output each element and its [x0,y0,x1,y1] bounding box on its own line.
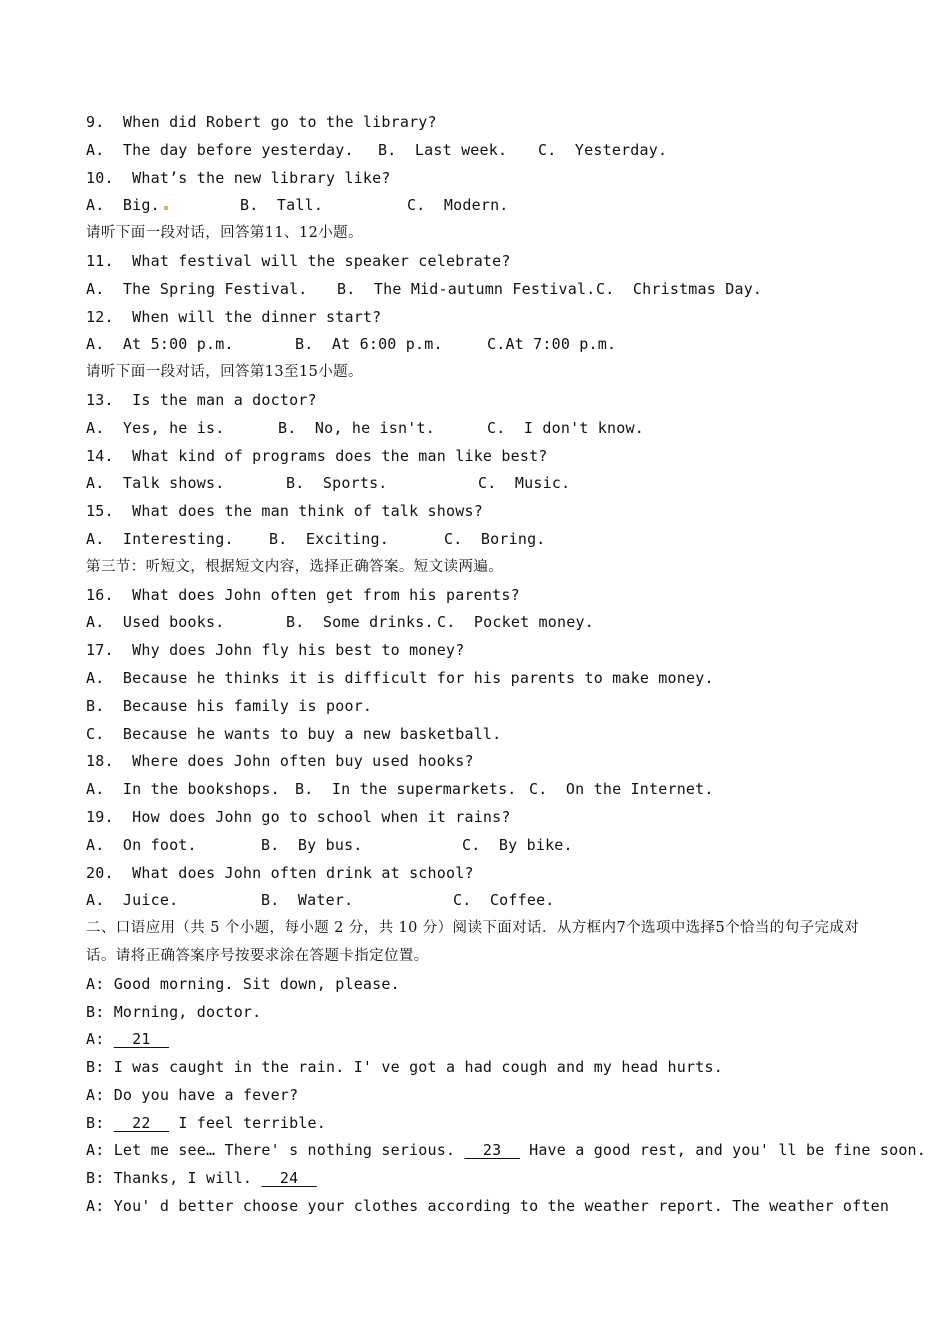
dialogue-text: I feel terrible. [169,1113,327,1132]
question [86,304,866,360]
speaker-label: A: [86,1030,114,1049]
options-row [86,832,866,860]
questions-part4 [86,748,866,915]
option-a: A. Juice. [86,891,179,910]
question [86,387,866,443]
dialogue-text: Have a good rest, and you' ll be fine soon. [519,1141,927,1160]
option-c: C. Modern. [407,196,509,215]
option-c: C. Pocket money. [437,613,594,632]
blank-21[interactable]: 21 [113,1030,170,1049]
dialogue-text: A: Let me see… There' s nothing serious. [86,1141,465,1160]
option-c: C.At 7:00 p.m. [487,335,617,354]
option-b: B. Tall. [240,196,324,215]
dialogue-line: A: Do you have a fever? [86,1085,299,1104]
question-text: 14. What kind of programs does the man like best? [86,446,548,465]
question-text: 12. When will the dinner start? [86,307,382,326]
option-b: B. Water. [261,891,354,910]
option-c: C. I don't know. [487,418,644,437]
dialogue-line [86,1110,866,1138]
question [86,498,866,554]
page-content [86,109,927,1221]
question-text: 13. Is the man a doctor? [86,390,317,409]
question-text: 11. What festival will the speaker celebrate? [86,251,511,270]
dialogue [86,971,927,1221]
question-text: 19. How does John go to school when it rains? [86,807,511,826]
option-a: A. Interesting. [86,529,234,548]
question-17 [86,637,866,748]
options-row [86,776,866,804]
option-b: B. Exciting. [269,529,389,548]
options-row [86,331,866,359]
option-c: C. Yesterday. [538,140,668,159]
option-c: C. On the Internet. [529,780,714,799]
dialogue-line: A: You' d better choose your clothes according to the weather report. The weather often [86,1197,890,1216]
option-b: B. Because his family is poor. [86,696,373,715]
option-c: C. Coffee. [453,891,555,910]
dialogue-line: A: Good morning. Sit down, please. [86,974,400,993]
dialogue-line [86,1137,927,1165]
instruction-2: 请听下面一段对话，回答第13至15小题。 [86,364,363,381]
options-row [86,526,866,554]
speaker-label: B: [86,1113,114,1132]
question [86,443,866,499]
dialogue-line [86,1026,866,1054]
option-a: A. Yes, he is. [86,418,225,437]
question-16 [86,582,866,638]
option-b: B. The Mid-autumn Festival. [337,279,596,298]
question-text: 15. What does the man think of talk shows? [86,502,483,521]
question [86,748,866,804]
options-row [86,470,866,498]
option-b: B. No, he isn't. [278,418,435,437]
option-b: B. At 6:00 p.m. [295,335,443,354]
questions-part3 [86,387,866,554]
question [86,804,866,860]
blank-24[interactable]: 24 [261,1169,317,1188]
options-row [86,887,866,915]
question [86,248,866,304]
instruction-1: 请听下面一段对话，回答第11、12小题。 [86,225,363,242]
question-text: 10. What’s the new library like? [86,168,391,187]
options-row [86,137,866,165]
question [86,109,866,165]
option-a: A. Big. [86,196,160,215]
option-b: B. Some drinks. [286,613,434,632]
option-c: C. Boring. [444,529,546,548]
option-c: C. Music. [478,474,571,493]
question-text: 20. What does John often drink at school? [86,863,474,882]
option-a: A. Used books. [86,613,225,632]
options-row [86,192,866,220]
option-a: A. Because he thinks it is difficult for his parents to make money. [86,668,714,687]
section3-heading: 第三节：听短文，根据短文内容，选择正确答案。短文读两遍。 [86,558,504,575]
option-b: B. Last week. [378,140,508,159]
options-row [86,609,866,637]
question [86,582,866,638]
dialogue-text: B: Thanks, I will. [86,1169,262,1188]
option-b: B. In the supermarkets. [295,780,517,799]
blank-23[interactable]: 23 [464,1141,520,1160]
option-a: A. On foot. [86,835,197,854]
option-c: C. Christmas Day. [596,279,763,298]
option-b: B. Sports. [286,474,388,493]
question-text: 17. Why does John fly his best to money? [86,641,465,660]
options-row [86,415,866,443]
dialogue-line [86,1165,866,1193]
questions-part2 [86,248,866,359]
question-text: 9. When did Robert go to the library? [86,113,437,131]
option-c: C. By bike. [462,835,573,854]
question [86,165,866,221]
highlight-dot-icon [164,206,168,210]
options-row [86,276,866,304]
dialogue-line: B: I was caught in the rain. I' ve got a had cough and my head hurts. [86,1058,723,1077]
part2-heading: 二、口语应用（共 5 个小题，每小题 2 分，共 10 分）阅读下面对话．从方框内7个选项中选择5个恰当的句子完成对话。请将正确答案序号按要求涂在答题卡指定位置。 [86,920,860,964]
option-a: A. Talk shows. [86,474,225,493]
option-a: A. The Spring Festival. [86,279,308,298]
questions-part1 [86,109,866,220]
question-text: 16. What does John often get from his parents? [86,585,520,604]
option-c: C. Because he wants to buy a new basketball. [86,724,502,743]
option-b: B. By bus. [261,835,363,854]
blank-22[interactable]: 22 [113,1113,170,1132]
option-a: A. At 5:00 p.m. [86,335,234,354]
option-a: A. The day before yesterday. [86,140,354,159]
option-a: A. In the bookshops. [86,780,280,799]
dialogue-line: B: Morning, doctor. [86,1002,262,1021]
question [86,860,866,916]
question-text: 18. Where does John often buy used hooks? [86,752,474,771]
